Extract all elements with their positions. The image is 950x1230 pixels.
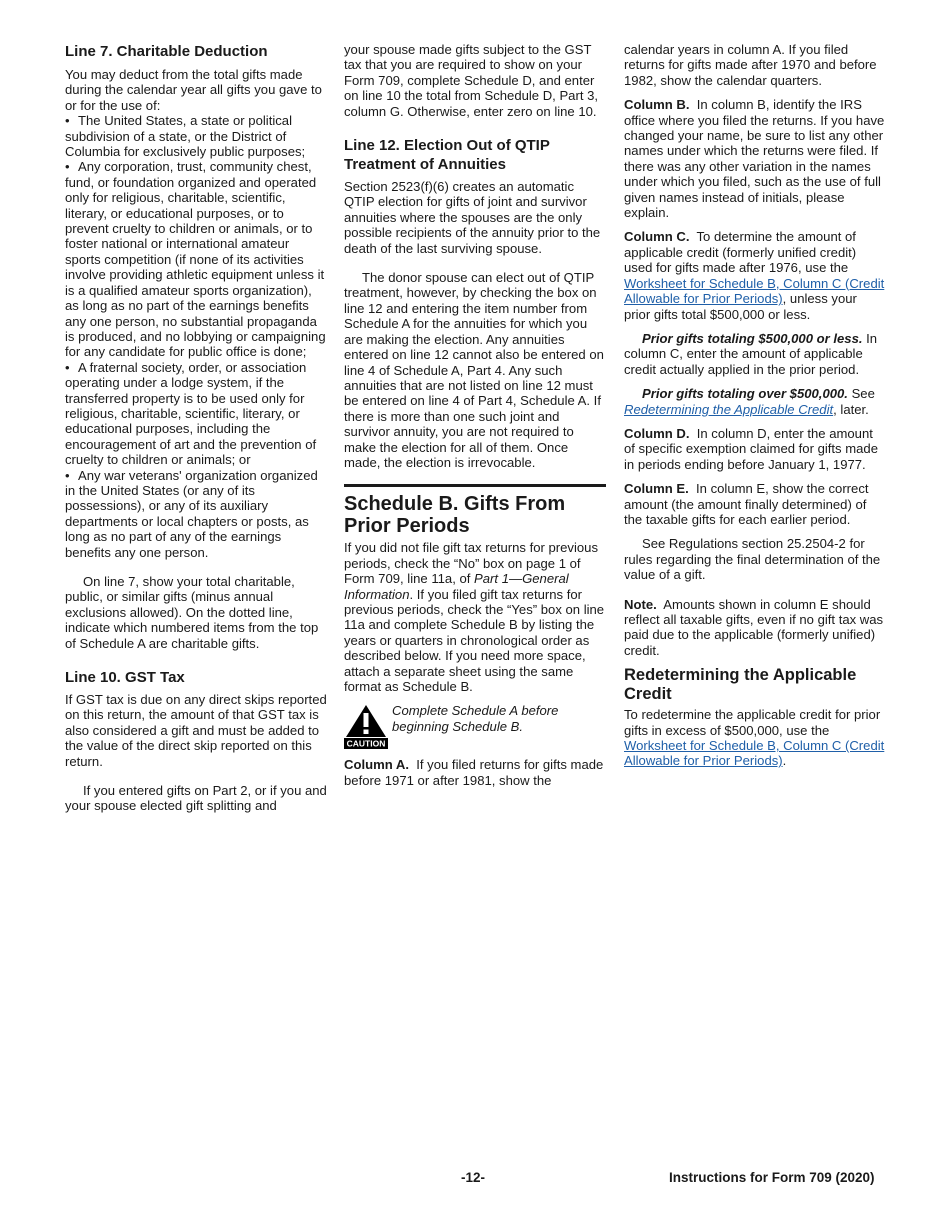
gst-continuation-paragraph: your spouse made gifts subject to the GST tax that you are required to show on your Form 709, complete Schedule D, and enter on line 10 the total from Schedule D, Part 3, column G. Otherwise, enter zero on line 10. [344,42,599,119]
prior-gifts-over-paragraph: Prior gifts totaling over $500,000. See Redetermining the Applicable Credit, later. [624,386,875,417]
document-title: Instructions for Form 709 (2020) [669,1170,875,1185]
line10-heading: Line 10. GST Tax [65,669,185,687]
line7-intro: You may deduct from the total gifts made during the calendar year all gifts you gave to or for the use of: [65,67,322,113]
line7-note: On line 7, show your total charitable, public, or similar gifts (minus annual exclusions allowed). On the dotted line, indicate which numbered items from the top of Schedule A are charitable gifts. [65,574,319,651]
line12-paragraph-2: The donor spouse can elect out of QTIP treatment, however, by checking the box on line 12 and entering the item number from Schedule A for the annuities for which you are making the election. Any annuities entered on line 12 cannot also be entered on line 4 of Schedule A, Part 4. Any such annuities that are not listed on line 12 must be entered on line 4 of Part 4, Schedule A. If there is more than one such joint and survivor annuity, you are not required to make the election for all of them. Once made, the election is irrevocable. [344,270,604,470]
line12-heading: Line 12. Election Out of QTIP Treatment of Annuities [344,137,550,174]
worksheet-link-2[interactable]: Worksheet for Schedule B, Column C (Credit Allowable for Prior Periods) [624,738,885,769]
regulations-paragraph: See Regulations section 25.2504-2 for rules regarding the final determination of the value of a gift. [624,536,881,583]
line10-paragraph-1: If GST tax is due on any direct skips reported on this return, the amount of that GST tax is also considered a gift and must be added to the value of the direct skip reported on this return. [65,692,327,769]
caution-box [344,703,606,749]
caution-icon [344,703,388,749]
charitable-bullet-list [65,113,327,560]
page-number: -12- [461,1170,486,1185]
worksheet-link[interactable]: Worksheet for Schedule B, Column C (Credit Allowable for Prior Periods) [624,275,885,307]
column-e-paragraph: Column E. In column E, show the correct amount (the amount finally determined) of the taxable gifts for each earlier period. [624,481,869,527]
note-paragraph: Note. Amounts shown in column E should reflect all taxable gifts, even if no gift tax was paid due to the applicable (formerly unified) credit. [624,596,884,658]
column-a-paragraph: Column A. If you filed returns for gifts made before 1971 or after 1981, show the [344,757,604,788]
column-d-paragraph: Column D. In column D, enter the amount of specific exemption claimed for gifts made in periods ending before January 1, 1977. [624,425,878,472]
line10-paragraph-2: If you entered gifts on Part 2, or if you and your spouse elected gift splitting and [65,783,327,814]
schedule-b-paragraph: If you did not file gift tax returns for previous periods, check the “No” box on page 1 of Form 709, line 11a, of Part 1—General Information. If you filed gift tax returns for previous periods, check the “Yes” box on line 11a and complete Schedule B by listing the years or quarters in chronological order as described below. If you need more space, attach a separate sheet using the same format as Schedule B. [344,540,605,694]
prior-gifts-less-paragraph: Prior gifts totaling $500,000 or less. In column C, enter the amount of applicable credit actually applied in the prior period. [624,330,878,377]
list-item: • Any corporation, trust, community chest, fund, or foundation organized and operated only for religious, charitable, scientific, literary, or educational purposes, or to prevent cruelty to children or animals, or to foster national or international amateur sports competition (if none of its activities involve providing athletic equipment unless it is a qualified amateur sports organization), as long as no part of the earnings benefits any one person, no substantial propaganda is produced, and no lobbying or campaigning for any candidate for public office is done; [65,159,326,360]
schedule-b-heading: Schedule B. Gifts From Prior Periods [344,493,566,538]
section-divider [344,484,606,487]
column-3 [624,42,886,769]
caution-text: Complete Schedule A before beginning Schedule B. [392,703,559,734]
column-a-continuation: calendar years in column A. If you filed returns for gifts made after 1970 and before 1982, show the calendar quarters. [624,42,877,88]
redetermining-paragraph: To redetermine the applicable credit for prior gifts in excess of $500,000, use the Worksheet for Schedule B, Column C (Credit Allowable for Prior Periods). [624,707,885,769]
caution-label: CAUTION [346,738,386,749]
column-b-paragraph: Column B. In column B, identify the IRS office where you filed the returns. If you have changed your name, be sure to list any other names under which the returns were filed. If there was any other variation in the names under which you filed, such as the use of full given names instead of initials, please explain. [624,97,885,221]
line7-heading: Line 7. Charitable Deduction [65,43,268,60]
column-2 [344,42,606,788]
list-item: • A fraternal society, order, or association operating under a lodge system, if the transferred property is to be used only for religious, charitable, scientific, literary, or educational purposes, including the encouragement of art and the prevention of cruelty to children or animals; or [65,359,317,468]
line12-paragraph-1: Section 2523(f)(6) creates an automatic QTIP election for gifts of joint and survivor annuities where the spouses are the only possible recipients of the annuity prior to the death of the last surviving spouse. [344,179,601,256]
column-c-paragraph: Column C. To determine the amount of applicable credit (formerly unified credit) used for gifts made after 1976, use the Worksheet for Schedule B, Column C (Credit Allowable for Prior Periods), unless your prior gifts total $500,000 or less. [624,229,885,322]
list-item: • Any war veterans' organization organized in the United States (or any of its possessions), or any of its auxiliary departments or local chapters or posts, as long as no part of any of the earnings benefits any one person. [65,467,318,560]
list-item: • The United States, a state or political subdivision of a state, or the District of Columbia for exclusively public purposes; [65,113,306,160]
redetermining-link[interactable]: Redetermining the Applicable Credit [624,401,834,417]
redetermining-heading: Redetermining the Applicable Credit [624,666,857,704]
column-1 [65,42,327,814]
